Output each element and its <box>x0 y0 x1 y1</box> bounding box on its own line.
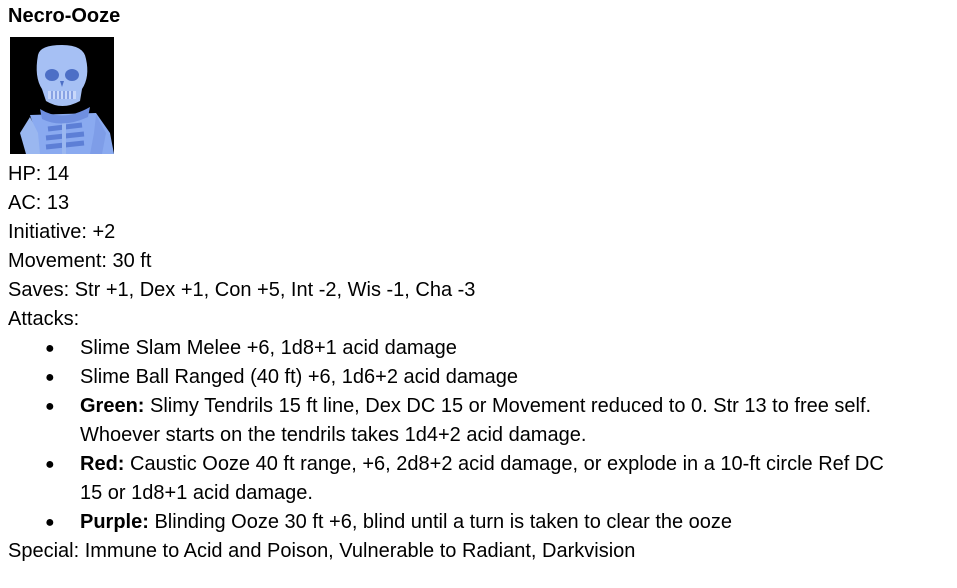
special-stat: Special: Immune to Acid and Poison, Vulnerable to Radiant, Darkvision <box>8 540 636 562</box>
attack-text: Slime Slam Melee +6, 1d8+1 acid damage <box>80 337 457 359</box>
attack-label: Red: <box>80 453 125 475</box>
saves-stat: Saves: Str +1, Dex +1, Con +5, Int -2, Wis -1, Cha -3 <box>8 279 476 301</box>
attack-text: Slime Ball Ranged (40 ft) +6, 1d6+2 acid damage <box>80 366 519 388</box>
bullet-icon: ● <box>45 398 55 415</box>
skeleton-image <box>10 37 114 154</box>
attack-item <box>8 363 910 392</box>
initiative-stat: Initiative: +2 <box>8 221 116 243</box>
attack-item <box>8 392 910 450</box>
attack-item <box>8 508 910 537</box>
attack-item <box>8 334 910 363</box>
attack-label: Green: <box>80 395 145 417</box>
bullet-icon: ● <box>45 514 55 531</box>
ac-stat: AC: 13 <box>8 192 70 214</box>
bullet-icon: ● <box>45 369 55 386</box>
hp-stat: HP: 14 <box>8 163 70 185</box>
bullet-icon: ● <box>45 340 55 357</box>
bullet-icon: ● <box>45 456 55 473</box>
attack-text: Slimy Tendrils 15 ft line, Dex DC 15 or Movement reduced to 0. Str 13 to free self. Whoever starts on the tendrils takes 1d4+2 acid damage. <box>80 395 872 446</box>
attacks-heading: Attacks: <box>8 308 80 330</box>
attack-text: Caustic Ooze 40 ft range, +6, 2d8+2 acid damage, or explode in a 10-ft circle Ref DC 15 or 1d8+1 acid damage. <box>80 453 884 504</box>
monster-name: Necro-Ooze <box>8 5 121 27</box>
attack-text: Blinding Ooze 30 ft +6, blind until a turn is taken to clear the ooze <box>148 511 733 533</box>
attack-label: Purple: <box>80 511 149 533</box>
attacks-list <box>8 334 957 537</box>
stat-block <box>8 160 957 566</box>
movement-stat: Movement: 30 ft <box>8 250 152 272</box>
skeleton-portrait-icon <box>10 37 114 154</box>
attack-item <box>8 450 910 508</box>
